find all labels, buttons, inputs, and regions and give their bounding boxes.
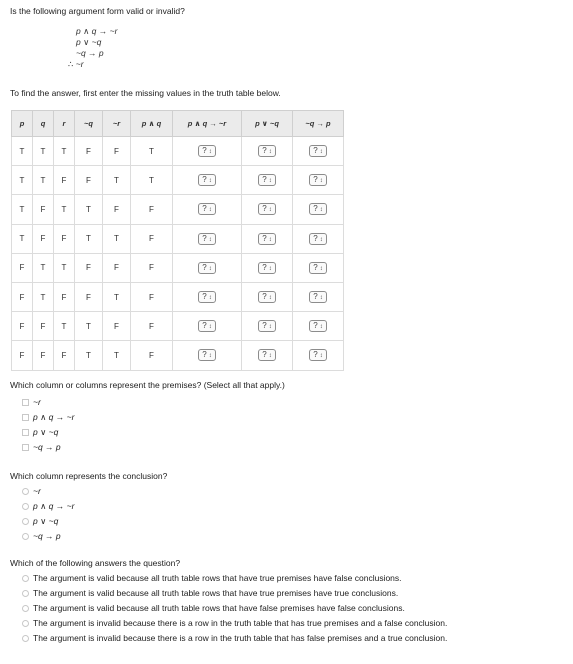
table-cell: F: [103, 137, 131, 166]
table-row: [12, 137, 344, 166]
table-cell: [293, 312, 344, 341]
table-cell: F: [75, 282, 103, 311]
header-r: r: [54, 111, 75, 137]
header-q: q: [33, 111, 54, 137]
argument-conclusion: ∴ ~r: [68, 59, 84, 69]
select-arrows-icon: ↕: [268, 353, 272, 360]
table-cell: F: [131, 341, 173, 370]
truth-value-select[interactable]: [258, 174, 276, 186]
select-placeholder: ?: [262, 146, 267, 156]
conclusion-option-p-and-q-implies-not-r[interactable]: p ∧ q → ~r: [22, 499, 74, 514]
select-arrows-icon: ↕: [208, 265, 212, 272]
select-placeholder: ?: [202, 233, 207, 243]
select-placeholder: ?: [202, 350, 207, 360]
answer-option-4[interactable]: The argument is invalid because there is a row in the truth table that has true premises and a false conclusion.: [22, 616, 447, 631]
select-arrows-icon: ↕: [208, 236, 212, 243]
truth-table: [11, 110, 344, 371]
select-arrows-icon: ↕: [208, 178, 212, 185]
table-cell: F: [12, 341, 33, 370]
select-arrows-icon: ↕: [319, 178, 323, 185]
truth-value-select[interactable]: [309, 349, 327, 361]
select-arrows-icon: ↕: [268, 178, 272, 185]
table-cell: F: [103, 312, 131, 341]
select-placeholder: ?: [313, 350, 318, 360]
radio-icon[interactable]: [22, 605, 29, 612]
truth-value-select[interactable]: [258, 262, 276, 274]
table-cell: [242, 253, 293, 282]
header-p-and-q: p ∧ q: [131, 111, 173, 137]
table-cell: [242, 137, 293, 166]
select-arrows-icon: ↕: [319, 149, 323, 156]
table-cell: [293, 253, 344, 282]
question-text: Is the following argument form valid or invalid?: [10, 6, 185, 16]
answer-option-2[interactable]: The argument is valid because all truth table rows that have true premises have true conclusions.: [22, 586, 447, 601]
table-cell: [173, 341, 242, 370]
header-not-q-implies-p: ~q → p: [293, 111, 344, 137]
table-cell: [293, 137, 344, 166]
table-cell: F: [75, 166, 103, 195]
select-placeholder: ?: [202, 146, 207, 156]
table-cell: [173, 137, 242, 166]
answer-option-3[interactable]: The argument is valid because all truth table rows that have false premises have false conclusions.: [22, 601, 447, 616]
table-cell: T: [54, 312, 75, 341]
table-cell: F: [131, 282, 173, 311]
select-arrows-icon: ↕: [268, 236, 272, 243]
table-cell: F: [12, 253, 33, 282]
truth-value-select[interactable]: [309, 203, 327, 215]
radio-icon[interactable]: [22, 503, 29, 510]
select-arrows-icon: ↕: [268, 207, 272, 214]
select-arrows-icon: ↕: [208, 149, 212, 156]
truth-value-select[interactable]: [198, 291, 216, 303]
table-cell: [293, 195, 344, 224]
select-placeholder: ?: [313, 204, 318, 214]
table-cell: T: [103, 282, 131, 311]
table-cell: [242, 312, 293, 341]
table-cell: T: [75, 341, 103, 370]
checkbox-icon[interactable]: [22, 414, 29, 421]
table-cell: F: [33, 341, 54, 370]
select-placeholder: ?: [313, 292, 318, 302]
premise-option-not-r[interactable]: ~r: [22, 395, 74, 410]
radio-icon[interactable]: [22, 533, 29, 540]
table-cell: F: [75, 137, 103, 166]
table-cell: T: [33, 253, 54, 282]
select-arrows-icon: ↕: [319, 324, 323, 331]
table-cell: T: [103, 224, 131, 253]
conclusion-question-text: Which column represents the conclusion?: [10, 471, 168, 481]
truth-value-select[interactable]: [198, 203, 216, 215]
table-row: [12, 166, 344, 195]
table-cell: [173, 312, 242, 341]
instruction-text: To find the answer, first enter the missing values in the truth table below.: [10, 88, 281, 98]
table-cell: [173, 166, 242, 195]
table-cell: T: [54, 137, 75, 166]
select-placeholder: ?: [313, 321, 318, 331]
table-cell: T: [54, 253, 75, 282]
header-not-q: ~q: [75, 111, 103, 137]
conclusion-option-not-q-implies-p[interactable]: ~q → p: [22, 529, 74, 544]
table-row: [12, 282, 344, 311]
table-cell: F: [54, 341, 75, 370]
truth-value-select[interactable]: [258, 203, 276, 215]
select-arrows-icon: ↕: [319, 207, 323, 214]
select-placeholder: ?: [202, 204, 207, 214]
table-cell: F: [103, 195, 131, 224]
answer-question: [10, 558, 180, 568]
table-cell: [173, 253, 242, 282]
conclusion-question: [10, 471, 167, 481]
table-cell: T: [12, 137, 33, 166]
conclusion-option-p-or-not-q[interactable]: p ∨ ~q: [22, 514, 74, 529]
truth-value-select[interactable]: [309, 145, 327, 157]
select-placeholder: ?: [202, 321, 207, 331]
select-arrows-icon: ↕: [208, 353, 212, 360]
conclusion-options: [22, 484, 74, 544]
select-arrows-icon: ↕: [319, 236, 323, 243]
table-cell: [173, 282, 242, 311]
table-cell: T: [75, 312, 103, 341]
select-placeholder: ?: [262, 204, 267, 214]
radio-icon[interactable]: [22, 590, 29, 597]
checkbox-icon[interactable]: [22, 429, 29, 436]
radio-icon[interactable]: [22, 620, 29, 627]
premises-options: [22, 395, 74, 455]
table-cell: T: [12, 224, 33, 253]
table-cell: T: [12, 166, 33, 195]
checkbox-icon[interactable]: [22, 444, 29, 451]
table-cell: T: [33, 282, 54, 311]
answer-question-text: Which of the following answers the question?: [10, 558, 181, 568]
premise-2: p ∨ ~q: [76, 37, 102, 47]
premise-1: p ∧ q → ~r: [76, 26, 118, 36]
table-cell: T: [103, 166, 131, 195]
truth-value-select[interactable]: [309, 320, 327, 332]
table-cell: T: [131, 166, 173, 195]
select-placeholder: ?: [262, 175, 267, 185]
table-cell: T: [75, 195, 103, 224]
answer-option-5[interactable]: The argument is invalid because there is a row in the truth table that has false premises and a true conclusion.: [22, 631, 447, 646]
table-cell: [173, 224, 242, 253]
premises-question: [10, 380, 285, 390]
table-row: [12, 253, 344, 282]
table-cell: F: [33, 312, 54, 341]
select-placeholder: ?: [313, 175, 318, 185]
table-cell: F: [54, 224, 75, 253]
table-row: [12, 312, 344, 341]
radio-icon[interactable]: [22, 488, 29, 495]
select-arrows-icon: ↕: [268, 149, 272, 156]
answer-options: [22, 571, 447, 646]
select-arrows-icon: ↕: [268, 265, 272, 272]
table-cell: [293, 224, 344, 253]
truth-value-select[interactable]: [309, 262, 327, 274]
premise-option-not-q-implies-p[interactable]: ~q → p: [22, 440, 74, 455]
truth-value-select[interactable]: [258, 349, 276, 361]
radio-icon[interactable]: [22, 635, 29, 642]
truth-value-select[interactable]: [198, 233, 216, 245]
header-p: p: [12, 111, 33, 137]
conclusion-option-not-r[interactable]: ~r: [22, 484, 74, 499]
select-arrows-icon: ↕: [319, 353, 323, 360]
table-cell: [293, 282, 344, 311]
truth-value-select[interactable]: [198, 349, 216, 361]
table-cell: F: [131, 195, 173, 224]
radio-icon[interactable]: [22, 518, 29, 525]
select-arrows-icon: ↕: [268, 324, 272, 331]
argument-form: [68, 26, 118, 70]
select-placeholder: ?: [262, 321, 267, 331]
truth-table-body: [12, 137, 344, 371]
table-cell: F: [131, 253, 173, 282]
truth-value-select[interactable]: [198, 320, 216, 332]
truth-value-select[interactable]: [258, 145, 276, 157]
table-cell: F: [131, 312, 173, 341]
select-placeholder: ?: [202, 175, 207, 185]
select-arrows-icon: ↕: [268, 295, 272, 302]
select-arrows-icon: ↕: [319, 265, 323, 272]
table-row: [12, 341, 344, 370]
select-placeholder: ?: [313, 262, 318, 272]
truth-value-select[interactable]: [198, 262, 216, 274]
table-cell: [242, 166, 293, 195]
select-placeholder: ?: [313, 146, 318, 156]
truth-value-select[interactable]: [309, 291, 327, 303]
select-placeholder: ?: [262, 292, 267, 302]
select-arrows-icon: ↕: [208, 324, 212, 331]
table-cell: T: [131, 137, 173, 166]
premise-option-p-and-q-implies-not-r[interactable]: p ∧ q → ~r: [22, 410, 74, 425]
table-cell: T: [54, 195, 75, 224]
table-row: [12, 195, 344, 224]
table-cell: T: [75, 224, 103, 253]
table-cell: F: [131, 224, 173, 253]
select-placeholder: ?: [262, 262, 267, 272]
premises-question-text: Which column or columns represent the premises? (Select all that apply.): [10, 380, 285, 390]
table-cell: F: [54, 166, 75, 195]
select-arrows-icon: ↕: [208, 207, 212, 214]
truth-value-select[interactable]: [258, 233, 276, 245]
table-cell: [173, 195, 242, 224]
table-cell: [293, 341, 344, 370]
table-cell: T: [103, 341, 131, 370]
table-cell: [242, 282, 293, 311]
select-placeholder: ?: [313, 233, 318, 243]
answer-option-1[interactable]: The argument is valid because all truth table rows that have true premises have false conclusions.: [22, 571, 447, 586]
table-cell: F: [75, 253, 103, 282]
table-cell: F: [12, 312, 33, 341]
header-p-or-not-q: p ∨ ~q: [242, 111, 293, 137]
table-cell: [242, 195, 293, 224]
header-not-r: ~r: [103, 111, 131, 137]
truth-value-select[interactable]: [309, 233, 327, 245]
table-cell: T: [12, 195, 33, 224]
select-arrows-icon: ↕: [319, 295, 323, 302]
select-placeholder: ?: [202, 262, 207, 272]
table-cell: F: [103, 253, 131, 282]
premise-3: ~q → p: [76, 48, 104, 58]
radio-icon[interactable]: [22, 575, 29, 582]
select-placeholder: ?: [262, 350, 267, 360]
checkbox-icon[interactable]: [22, 399, 29, 406]
select-arrows-icon: ↕: [208, 295, 212, 302]
select-placeholder: ?: [262, 233, 267, 243]
truth-table-header: [12, 111, 344, 137]
table-cell: [293, 166, 344, 195]
table-cell: F: [33, 224, 54, 253]
table-row: [12, 224, 344, 253]
table-cell: T: [33, 137, 54, 166]
header-p-and-q-implies-not-r: p ∧ q → ~r: [173, 111, 242, 137]
table-cell: F: [54, 282, 75, 311]
truth-value-select[interactable]: [258, 291, 276, 303]
premise-option-p-or-not-q[interactable]: p ∨ ~q: [22, 425, 74, 440]
table-cell: [242, 224, 293, 253]
table-cell: F: [33, 195, 54, 224]
truth-value-select[interactable]: [198, 145, 216, 157]
truth-value-select[interactable]: [309, 174, 327, 186]
truth-value-select[interactable]: [258, 320, 276, 332]
table-cell: F: [12, 282, 33, 311]
table-cell: [242, 341, 293, 370]
table-cell: T: [33, 166, 54, 195]
truth-value-select[interactable]: [198, 174, 216, 186]
select-placeholder: ?: [202, 292, 207, 302]
